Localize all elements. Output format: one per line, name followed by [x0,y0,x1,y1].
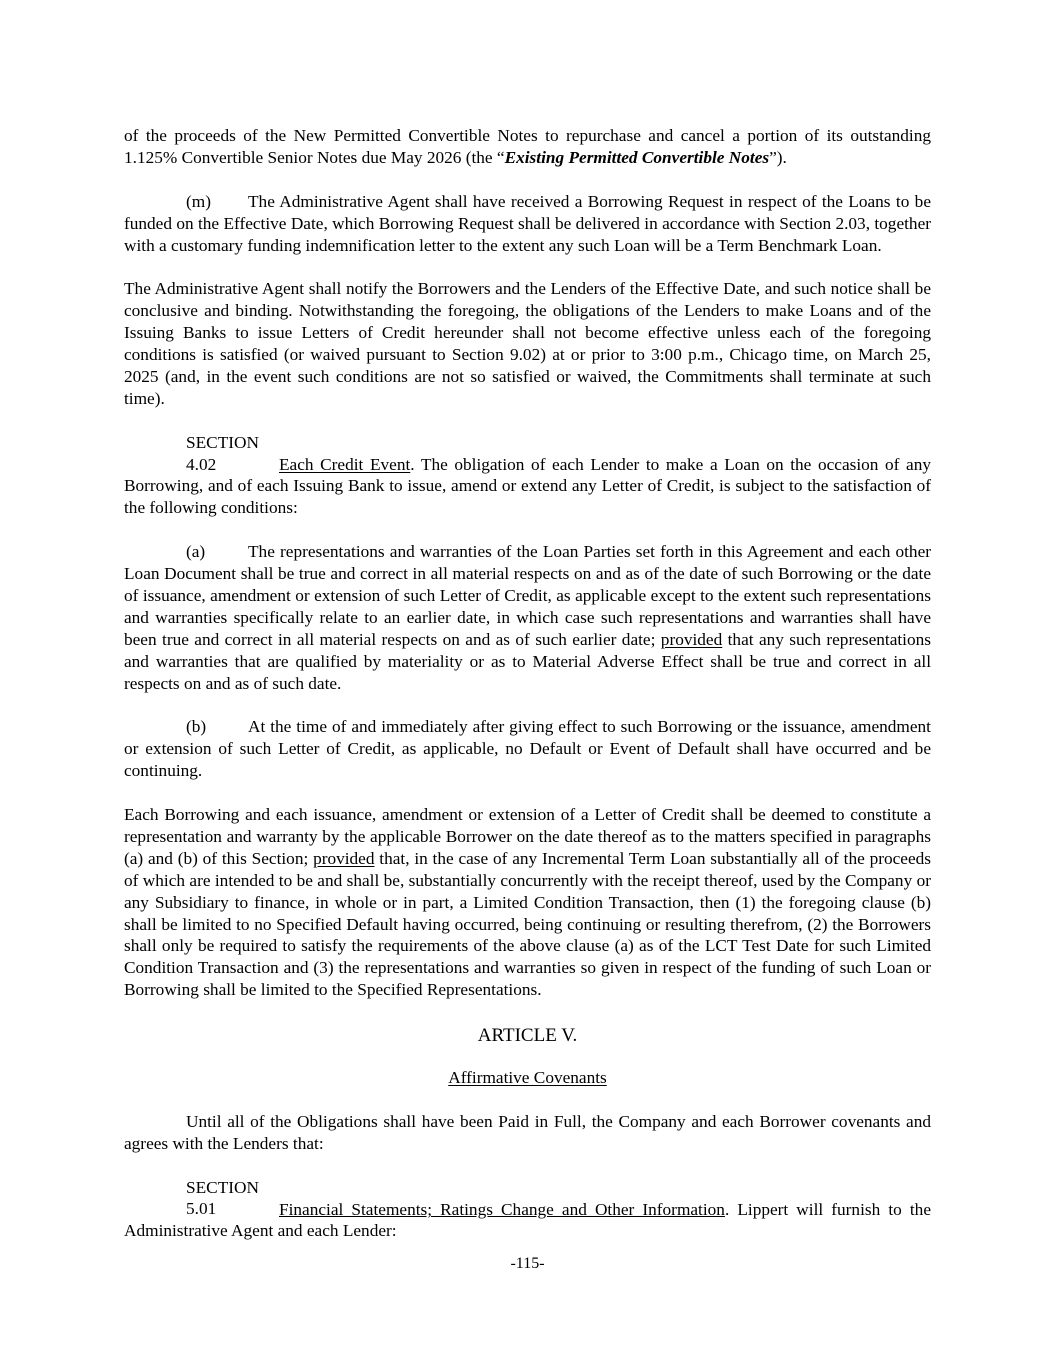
proviso-term: provided [313,848,375,868]
clause-text: At the time of and immediately after giving effect to such Borrowing or the issuance, amendment or extension of such Letter of Credit, as applicable, no Default or Event of Default shall have occurred and be continuing. [124,717,931,781]
section-text: . Lippert will furnish to the Administrative Agent and each Lender: [124,1199,931,1241]
clause-text: that any such representations and warranties that are qualified by materiality or as to Material Adverse Effect shall be true and correct in all respects on and as of such date. [124,629,931,693]
section-text: . The obligation of each Lender to make a Loan on the occasion of any Borrowing, and of each Issuing Bank to issue, amend or extend any Letter of Credit, is subject to the satisfaction of the following conditions: [124,454,931,518]
paragraph-until-obligations [124,1111,931,1155]
paragraph-text: of the proceeds of the New Permitted Convertible Notes to repurchase and cancel a portion of its outstanding 1.125% Convertible Senior Notes due May 2026 (the “ [124,126,931,167]
paragraph-text: Until all of the Obligations shall have been Paid in Full, the Company and each Borrower covenants and agrees with the Lenders that: [124,1111,931,1153]
clause-text: The representations and warranties of the Loan Parties set forth in this Agreement and each other Loan Document shall be true and correct in all material respects on and as of the date of such Borrowing or the date of issuance, amendment or extension of such Letter of Credit, as applicable except to the extent such representations and warranties specifically relate to an earlier date, in which case such representations and warranties shall have been true and correct in all material respects on and as of such earlier date; [124,542,931,649]
section-label: SECTION 4.02 [186,432,259,474]
paragraph-text: ”). [769,147,787,167]
paragraph-text: that, in the case of any Incremental Term Loan substantially all of the proceeds of which are intended to be and shall be, substantially concurrently with the receipt thereof, used by the Company or any Subsidiary to finance, in whole or in part, a Limited Condition Transaction, then (1) the foregoing clause (b) shall be limited to no Specified Default having occurred, being continuing or resulting therefrom, (2) the Borrowers shall only be required to satisfy the requirements of the above clause (a) as of the LCT Test Date for such Limited Condition Transaction and (3) the representations and warranties so given in respect of the funding of such Loan or Borrowing shall be limited to the Specified Representations. [124,848,931,1000]
section-4-02 [124,432,931,520]
clause-label: (b) [186,717,207,737]
section-label: SECTION 5.01 [186,1177,259,1219]
article-title: ARTICLE V. [477,1025,578,1047]
proviso-term: provided [660,629,723,649]
clause-label: (a) [186,542,206,562]
paragraph-each-borrowing [124,804,931,1001]
defined-term: Existing Permitted Convertible Notes [504,147,770,167]
clause-m [124,191,931,257]
clause-text: The Administrative Agent shall have received a Borrowing Request in respect of the Loans to be funded on the Effective Date, which Borrowing Request shall be delivered in accordance with Section 2.03, together with a customary funding indemnification letter to the extent any such Loan will be a Term Benchmark Loan. [124,191,931,255]
section-title: Financial Statements; Ratings Change and Other Information [279,1199,725,1219]
page-number: -115- [510,1255,545,1272]
clause-b [124,716,931,782]
paragraph-text: Each Borrowing and each issuance, amendment or extension of a Letter of Credit shall be deemed to constitute a representation and warranty by the applicable Borrower on the date thereof as to the matters specified in paragraphs (a) and (b) of this Section; [124,805,931,868]
article-heading-text: Affirmative Covenants [448,1068,607,1088]
section-title: Each Credit Event [279,454,411,474]
paragraph-effective-date-notice [124,278,931,409]
page-body [124,125,931,1242]
paragraph-continuation [124,125,931,169]
clause-label: (m) [186,191,211,211]
section-5-01 [124,1177,931,1243]
article-heading [124,1067,931,1089]
clause-a [124,541,931,694]
paragraph-text: The Administrative Agent shall notify the Borrowers and the Lenders of the Effective Date, and such notice shall be conclusive and binding. Notwithstanding the foregoing, the obligations of the Lenders to make Loans and of the Issuing Banks to issue Letters of Credit hereunder shall not become effective unless each of the foregoing conditions is satisfied (or waived pursuant to Section 9.02) at or prior to 3:00 p.m., Chicago time, on March 25, 2025 (and, in the event such conditions are not so satisfied or waived, the Commitments shall terminate at such time). [124,279,931,408]
